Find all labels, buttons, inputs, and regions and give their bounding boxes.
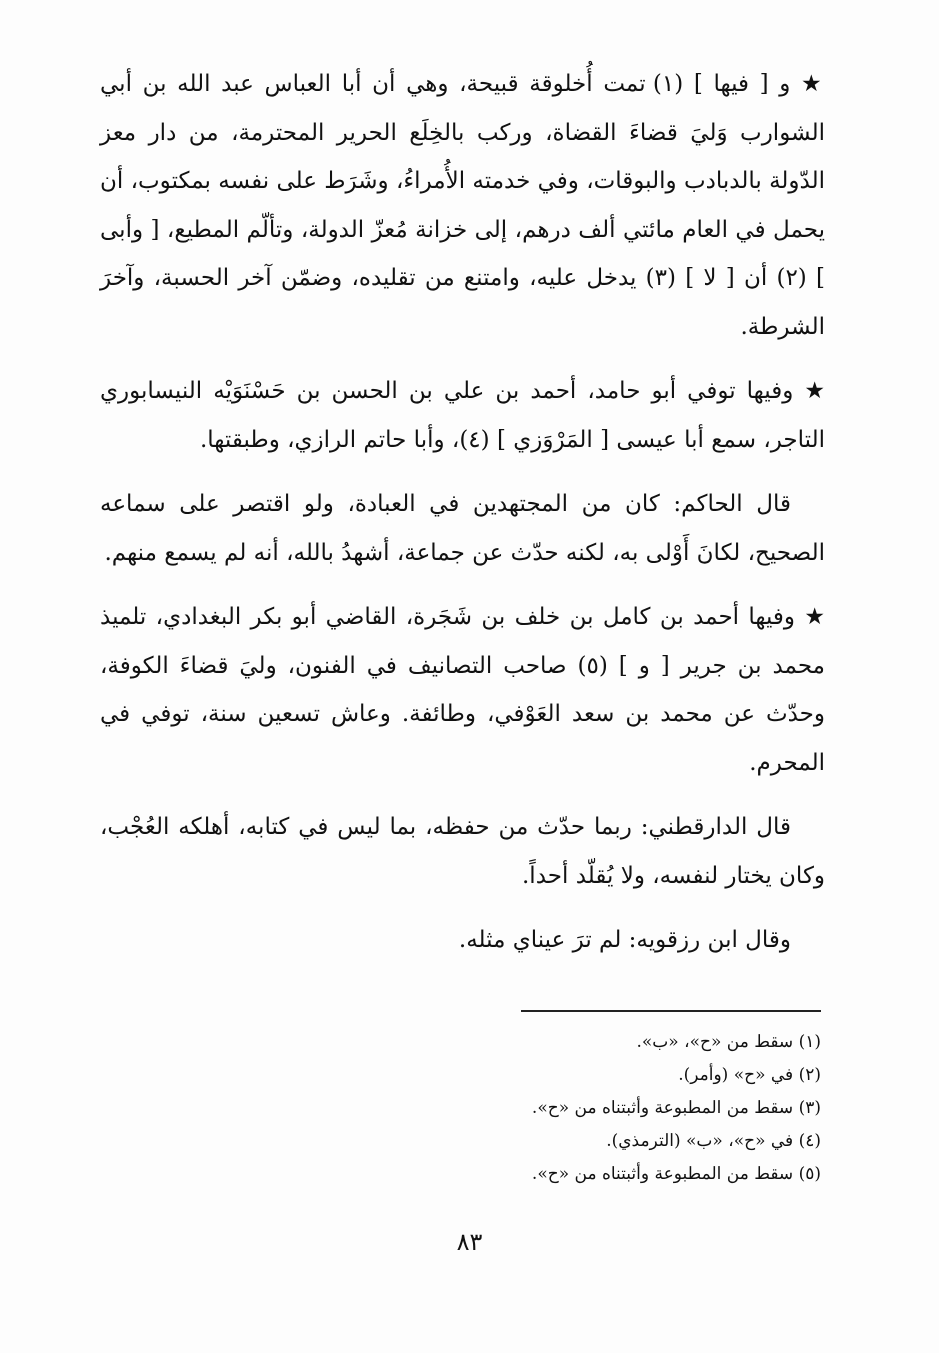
paragraph-5: قال الدارقطني: ربما حدّث من حفظه، بما ليس في كتابه، أهلكه العُجْب، وكان يختار لنفسه، ولا يُقلّد أحداً. xyxy=(100,814,825,889)
paragraph-1: ★ و [ فيها ] (١) تمت أُخلوقة قبيحة، وهي أن أبا العباس عبد الله بن أبي الشوارب وَليَ قضاءَ القضاة، وركب بالخِلَع الحرير المحترمة، من دار معز الدّولة بالدبادب والبوقات، وفي خدمته الأُمراءُ، وشَرَط على نفسه بمكتوب، أن يحمل في العام مائتي ألف درهم، إلى خزانة مُعزّ الدولة، وتألّم المطيع، [ وأبى ] (٢) أن [ لا ] (٣) يدخل عليه، وامتنع من تقليده، وضمّن آخر الحسبة، وآخرَ الشرطة. xyxy=(100,71,825,340)
footnote-3: (٣) سقط من المطبوعة وأثبتناه من «ح». xyxy=(531,1098,821,1118)
page-body xyxy=(100,60,825,981)
footnote-4: (٤) في «ح»، «ب» (الترمذي). xyxy=(606,1131,821,1151)
footnotes xyxy=(521,1010,821,1191)
footnote-5: (٥) سقط من المطبوعة وأثبتناه من «ح». xyxy=(531,1164,821,1184)
footnote-1: (١) سقط من «ح»، «ب». xyxy=(636,1032,821,1052)
paragraph-2: ★ وفيها توفي أبو حامد، أحمد بن علي بن الحسن بن حَسْنَوَيْه النيسابوري التاجر، سمع أبا عيسى [ المَرْوَزي ] (٤)، وأبا حاتم الرازي، وطبقتها. xyxy=(100,378,825,453)
paragraph-3: قال الحاكم: كان من المجتهدين في العبادة، ولو اقتصر على سماعه الصحيح، لكانَ أَوْلى به، لكنه حدّث عن جماعة، أشهدُ بالله، أنه لم يسمع منهم. xyxy=(100,491,825,566)
paragraph-6: وقال ابن رزقويه: لم ترَ عيناي مثله. xyxy=(458,927,791,953)
page-number: ٨٣ xyxy=(456,1228,483,1256)
footnote-2: (٢) في «ح» (وأمر). xyxy=(678,1065,821,1085)
paragraph-4: ★ وفيها أحمد بن كامل بن خلف بن شَجَرة، القاضي أبو بكر البغدادي، تلميذ محمد بن جرير [ و ] (٥) صاحب التصانيف في الفنون، وليَ قضاءَ الكوفة، وحدّث عن محمد بن سعد العَوْفي، وطائفة. وعاش تسعين سنة، توفي في المحرم. xyxy=(100,604,826,776)
